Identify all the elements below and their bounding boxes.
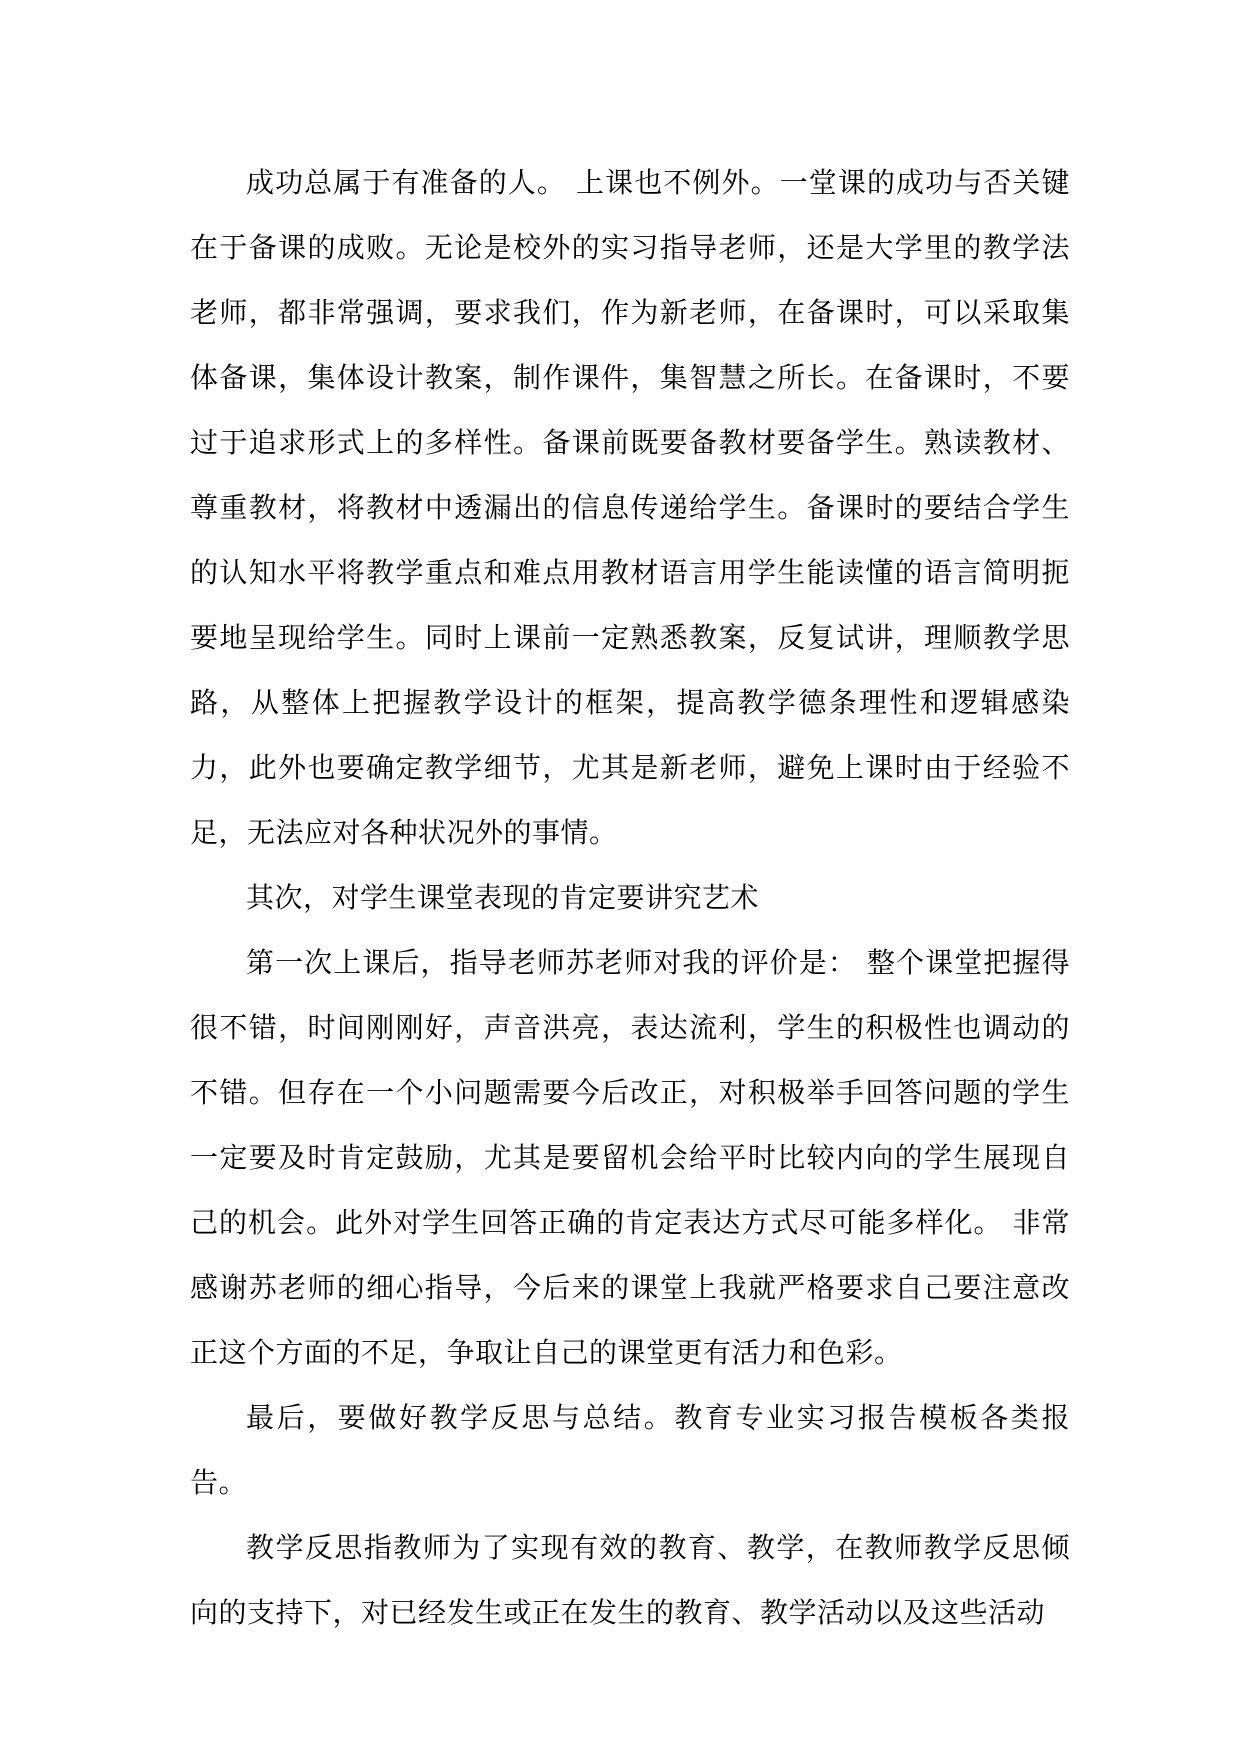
- paragraph-teacher-feedback: 第一次上课后，指导老师苏老师对我的评价是： 整个课堂把握得很不错，时间刚刚好，声音洪亮，表达流利，学生的积极性也调动的不错。但存在一个小问题需要今后改正，对积极举手回答问题的学生一定要及时肯定鼓励，尤其是要留机会给平时比较内向的学生展现自己的机会。此外对学生回答正确的肯定表达方式尽可能多样化。 非常感谢苏老师的细心指导，今后来的课堂上我就严格要求自己要注意改正这个方面的不足，争取让自己的课堂更有活力和色彩。: [190, 946, 1070, 1369]
- paragraph-lesson-preparation: 成功总属于有准备的人。 上课也不例外。一堂课的成功与否关键在于备课的成败。无论是校外的实习指导老师，还是大学里的教学法老师，都非常强调，要求我们，作为新老师，在备课时，可以采取集体备课，集体设计教案，制作课件，集智慧之所长。在备课时，不要过于追求形式上的多样性。备课前既要备教材要备学生。熟读教材、尊重教材，将教材中透漏出的信息传递给学生。备课时的要结合学生的认知水平将教学重点和难点用教材语言用学生能读懂的语言简明扼要地呈现给学生。同时上课前一定熟悉教案，反复试讲，理顺教学思路，从整体上把握教学设计的框架，提高教学德条理性和逻辑感染力，此外也要确定教学细节，尤其是新老师，避免上课时由于经验不足，无法应对各种状况外的事情。: [190, 166, 1070, 849]
- document-body: [190, 150, 1070, 1645]
- paragraph-teaching-reflection: 教学反思指教师为了实现有效的教育、教学，在教师教学反思倾向的支持下，对已经发生或正在发生的教育、教学活动以及这些活动: [190, 1531, 1070, 1629]
- paragraph-second-point-heading: 其次，对学生课堂表现的肯定要讲究艺术: [246, 881, 760, 914]
- paragraph-final-point: 最后，要做好教学反思与总结。教育专业实习报告模板各类报告。: [190, 1401, 1070, 1499]
